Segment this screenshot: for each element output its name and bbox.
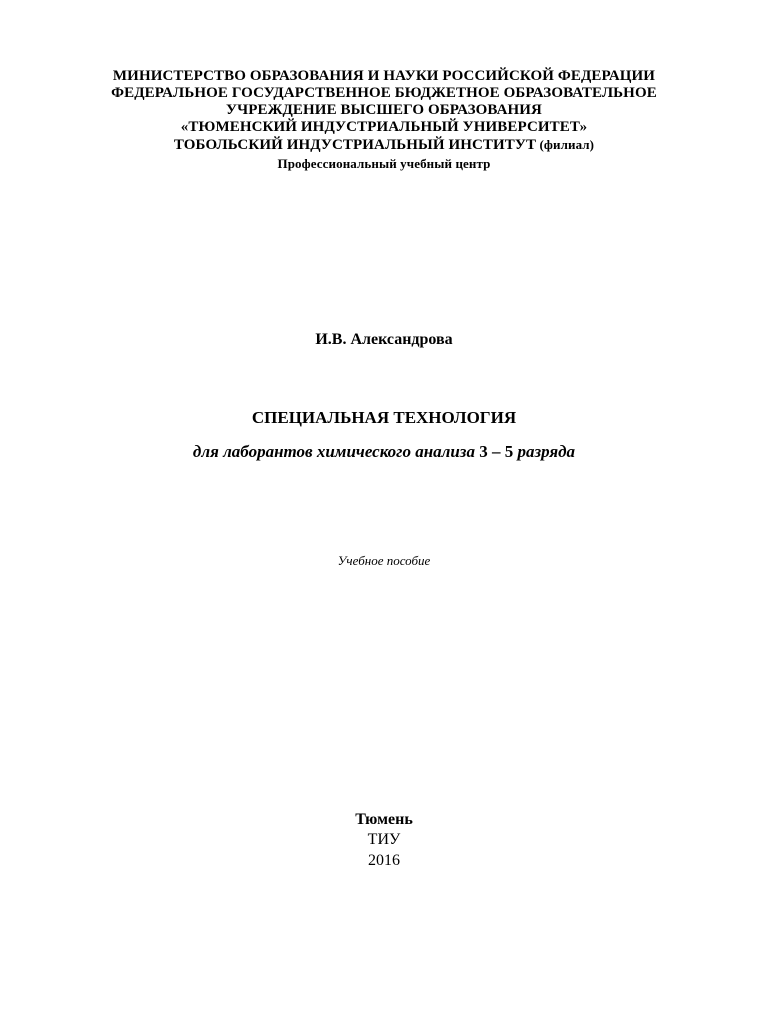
- imprint-publisher-line: [0, 830, 768, 850]
- ministry-line: [0, 68, 768, 85]
- imprint-year: 2016: [368, 852, 400, 869]
- book-title-text: СПЕЦИАЛЬНАЯ ТЕХНОЛОГИЯ: [251, 408, 517, 427]
- publication-type-text: Учебное пособие: [337, 553, 431, 568]
- subtitle-range: 3 – 5: [479, 442, 514, 461]
- imprint-publisher: ТИУ: [367, 831, 401, 848]
- ministry-text: МИНИСТЕРСТВО ОБРАЗОВАНИЯ И НАУКИ РОССИЙСКОЙ ФЕДЕРАЦИИ: [112, 68, 656, 84]
- institute-name: ТОБОЛЬСКИЙ ИНДУСТРИАЛЬНЫЙ ИНСТИТУТ: [173, 137, 537, 153]
- imprint-city: Тюмень: [355, 811, 413, 828]
- training-center-line: [0, 155, 768, 172]
- institute-line: [0, 136, 768, 154]
- author-line: [0, 331, 768, 349]
- university-line: [0, 119, 768, 136]
- imprint-year-line: [0, 851, 768, 871]
- author-name: И.В. Александрова: [315, 331, 453, 348]
- education-level-line: [0, 102, 768, 119]
- institution-type-text: ФЕДЕРАЛЬНОЕ ГОСУДАРСТВЕННОЕ БЮДЖЕТНОЕ ОБРАЗОВАТЕЛЬНОЕ: [111, 85, 657, 101]
- subtitle-suffix: разряда: [513, 442, 576, 461]
- institution-type-line: [0, 85, 768, 102]
- branch-note: (филиал): [536, 137, 595, 152]
- publication-type: [0, 553, 768, 569]
- training-center-text: Профессиональный учебный центр: [277, 156, 491, 171]
- imprint-city-line: [0, 810, 768, 830]
- book-title: [0, 408, 768, 428]
- education-level-text: УЧРЕЖДЕНИЕ ВЫСШЕГО ОБРАЗОВАНИЯ: [226, 102, 542, 118]
- subtitle-prefix: для лаборантов химического анализа: [192, 442, 480, 461]
- university-name: «ТЮМЕНСКИЙ ИНДУСТРИАЛЬНЫЙ УНИВЕРСИТЕТ»: [180, 119, 588, 135]
- book-subtitle: [0, 442, 768, 462]
